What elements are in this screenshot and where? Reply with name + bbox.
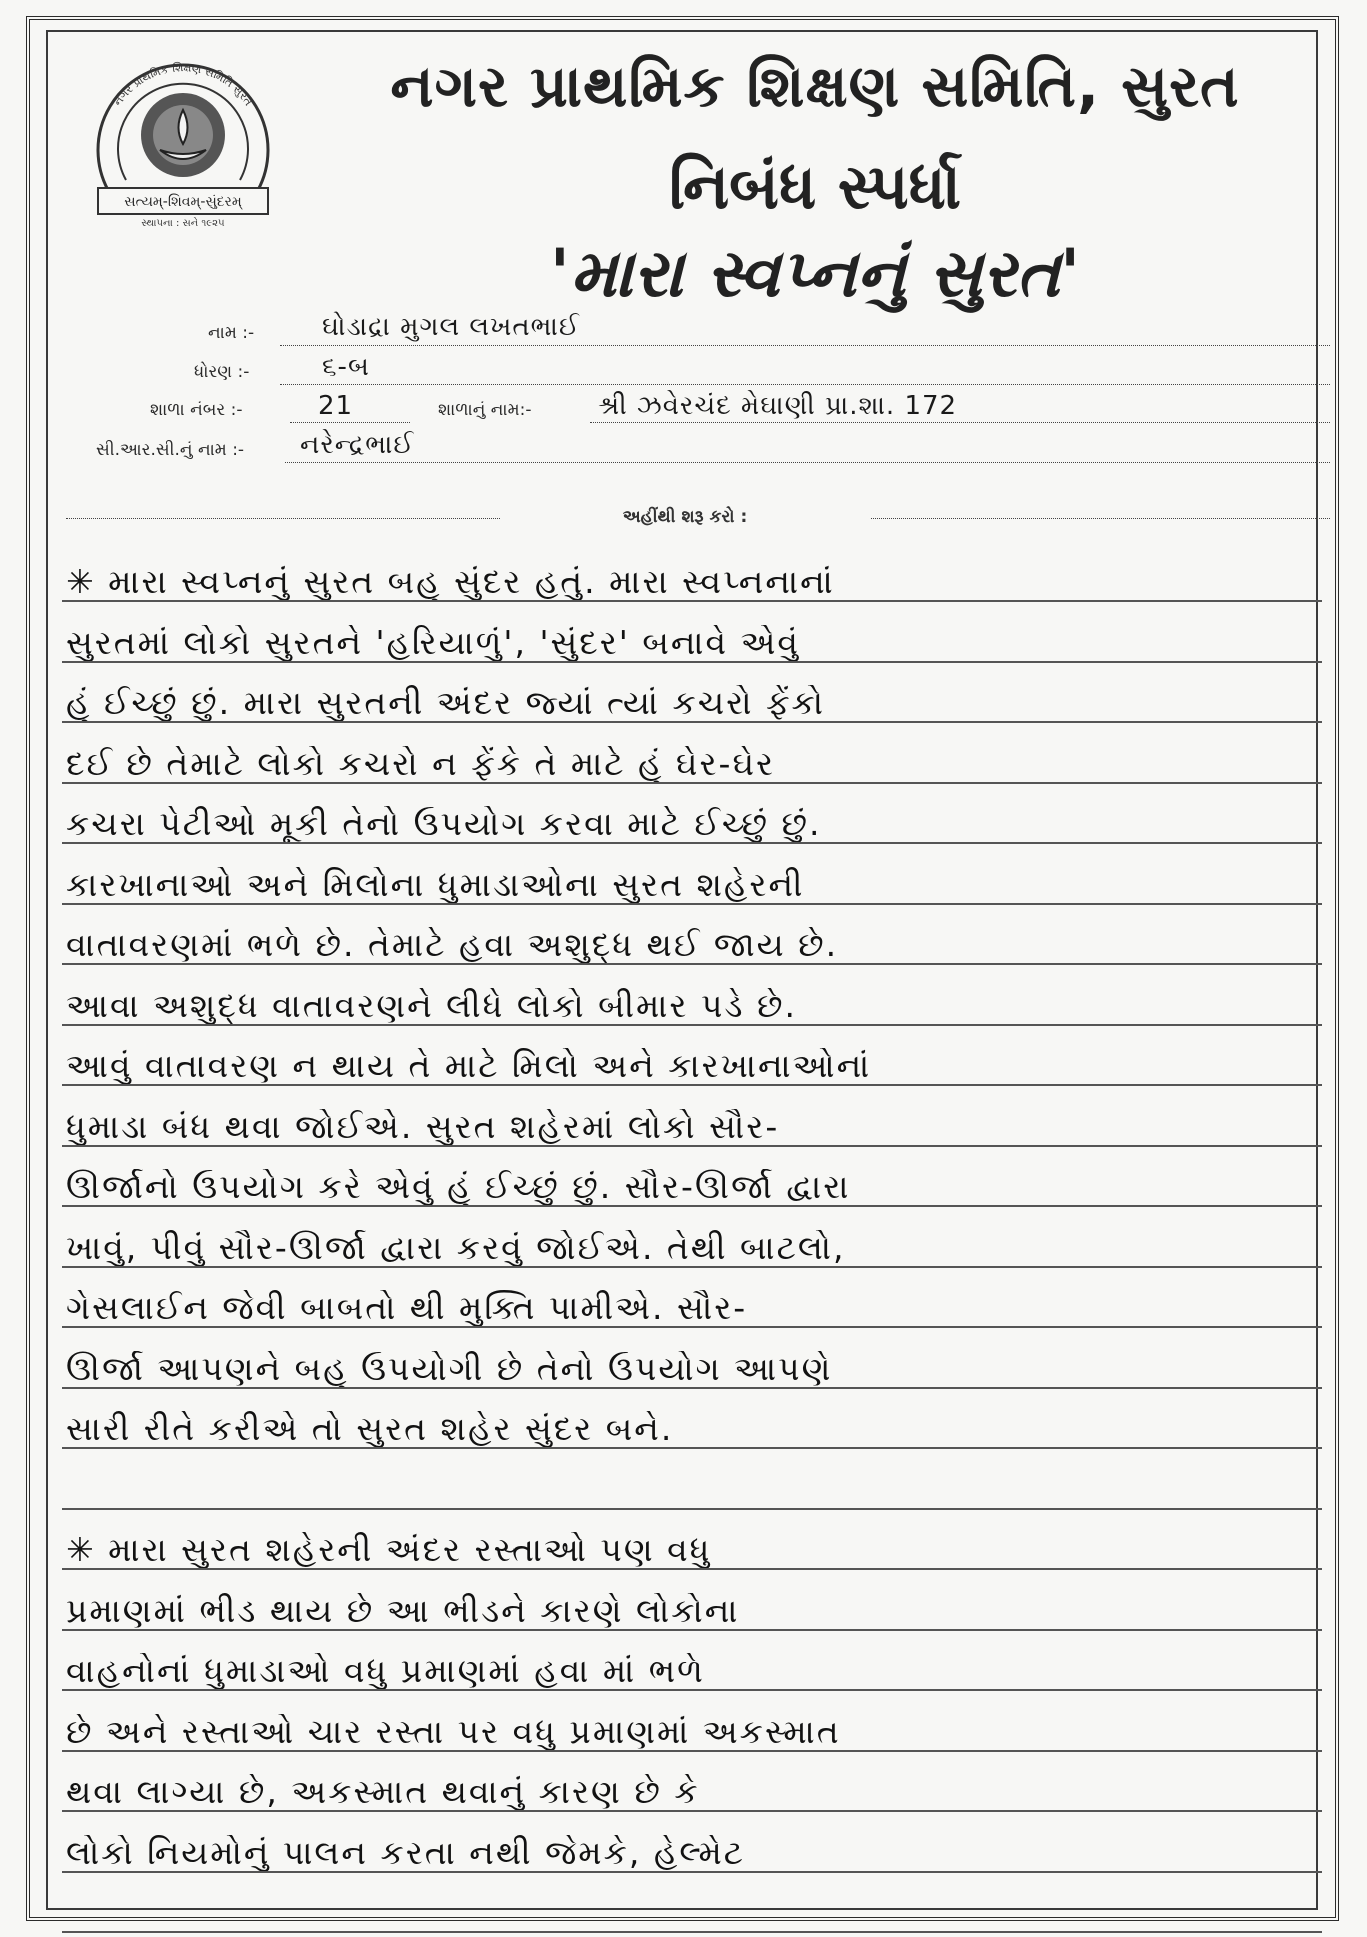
essay-line: છે અને રસ્તાઓ ચાર રસ્તા પર વધુ પ્રમાણમાં અકસ્માત: [66, 1713, 841, 1750]
ruled-line: [62, 1508, 1322, 1510]
essay-line: પ્રમાણમાં ભીડ થાય છે આ ભીડને કારણે લોકોના: [66, 1592, 740, 1629]
ruled-line: [62, 1145, 1322, 1147]
ruled-line: [62, 1629, 1322, 1631]
ruled-line: [62, 1205, 1322, 1207]
essay-line: કચરા પેટીઓ મૂકી તેનો ઉપયોગ કરવા માટે ઈચ્છું છું.: [66, 806, 822, 842]
crc-value: નરેન્દ્રભાઈ: [300, 430, 415, 460]
essay-line: આવું વાતાવરણ ન થાય તે માટે મિલો અને કારખાનાઓનાં: [66, 1048, 872, 1084]
essay-line: હું ઈચ્છું છું. મારા સુરતની અંદર જ્યાં ત્યાં કચરો ફેંકો: [66, 685, 826, 721]
ruled-line: [62, 1447, 1322, 1449]
essay-line: થવા લાગ્યા છે, અકસ્માત થવાનું કારણ છે કે: [66, 1774, 700, 1810]
ruled-line: [62, 1084, 1322, 1086]
school-emblem-logo: [68, 40, 298, 230]
essay-line: ઊર્જાનો ઉપયોગ કરે એવું હું ઈચ્છું છું. સૌર-ઊર્જા દ્વારા: [66, 1169, 851, 1205]
essay-line: ✳ મારા સુરત શહેરની અંદર રસ્તાઓ પણ વધુ: [66, 1532, 712, 1568]
school-number-line: [290, 422, 410, 423]
ruled-line: [62, 1931, 1322, 1933]
name-label: નામ :-: [208, 323, 255, 343]
standard-value: ૬-બ: [322, 352, 370, 382]
competition-title: નિબંધ સ્પર્ધા: [668, 150, 962, 223]
essay-line: સારી રીતે કરીએ તો સુરત શહેર સુંદર બને.: [66, 1411, 674, 1447]
start-here-marker: અહીંથી શરૂ કરો :: [500, 507, 870, 527]
school-name-line: [590, 422, 1330, 423]
organization-title: નગર પ્રાથમિક શિક્ષણ સમિતિ, સુરત: [390, 52, 1240, 120]
essay-line: ઊર્જા આપણને બહુ ઉપયોગી છે તેનો ઉપયોગ આપણે: [66, 1350, 833, 1387]
ruled-line: [62, 1689, 1322, 1691]
essay-line: આવા અશુદ્ધ વાતાવરણને લીધે લોકો બીમાર પડે છે.: [66, 987, 797, 1024]
crc-line: [285, 462, 1330, 463]
standard-line: [280, 384, 1330, 385]
logo-established: સ્થાપના : સને ૧૯૨૫: [141, 218, 225, 229]
ruled-line: [62, 1750, 1322, 1752]
essay-line: લોકો નિયમોનું પાલન કરતા નથી જેમકે, હેલ્મેટ: [66, 1834, 746, 1871]
ruled-line: [62, 842, 1322, 844]
school-number-label: શાળા નંબર :-: [150, 400, 243, 420]
essay-line: સુરતમાં લોકો સુરતને 'હરિયાળું', 'સુંદર' બનાવે એવું: [66, 624, 800, 661]
essay-line: કારખાનાઓ અને મિલોના ધુમાડાઓના સુરત શહેરની: [66, 866, 805, 903]
essay-line: ✳ મારા સ્વપ્નનું સુરત બહુ સુંદર હતું. મારા સ્વપ્નનાનાં: [66, 564, 835, 600]
name-value: ઘોડાદ્રા મુગલ લખતભાઈ: [322, 312, 580, 342]
name-line: [280, 345, 1330, 346]
ruled-line: [62, 1810, 1322, 1812]
ruled-line: [62, 1871, 1322, 1873]
logo-ring-text: નગર પ્રાથમિક શિક્ષણ સમિતિ સુરત: [111, 61, 255, 109]
essay-line: દઈ છે તેમાટે લોકો કચરો ન ફેંકે તે માટે હું ઘેર-ઘેર: [66, 745, 776, 782]
crc-label: સી.આર.સી.નું નામ :-: [96, 440, 245, 460]
essay-line: ધુમાડા બંધ થવા જોઈએ. સુરત શહેરમાં લોકો સૌર-: [66, 1108, 780, 1145]
ruled-line: [62, 600, 1322, 602]
school-number-value: 21: [318, 391, 354, 421]
ruled-line: [62, 1024, 1322, 1026]
essay-topic: 'મારા સ્વપ્નનું સુરત': [549, 235, 1081, 312]
ruled-line: [62, 661, 1322, 663]
ruled-line: [62, 782, 1322, 784]
school-name-value: શ્રી ઝવેરચંદ મેઘાણી પ્રા.શા. 172: [598, 391, 958, 421]
essay-line: ખાવું, પીવું સૌર-ઊર્જા દ્વારા કરવું જોઈએ. તેથી બાટલો,: [66, 1229, 846, 1266]
ruled-line: [62, 1387, 1322, 1389]
ruled-line: [62, 903, 1322, 905]
essay-line: વાતાવરણમાં ભળે છે. તેમાટે હવા અશુદ્ધ થઈ જાય છે.: [66, 927, 839, 963]
standard-label: ધોરણ :-: [194, 362, 250, 382]
logo-motto: સત્યમ્-શિવમ્-સુંદરમ્: [124, 194, 242, 210]
ruled-line: [62, 1266, 1322, 1268]
essay-line: વાહનોનાં ધુમાડાઓ વધુ પ્રમાણમાં હવા માં ભળે: [66, 1653, 705, 1689]
ruled-line: [62, 721, 1322, 723]
ruled-line: [62, 1326, 1322, 1328]
ruled-line: [62, 963, 1322, 965]
essay-line: ગેસલાઈન જેવી બાબતો થી મુક્તિ પામીએ. સૌર-: [66, 1290, 748, 1326]
school-name-label: શાળાનું નામ:-: [438, 400, 532, 420]
ruled-line: [62, 1568, 1322, 1570]
